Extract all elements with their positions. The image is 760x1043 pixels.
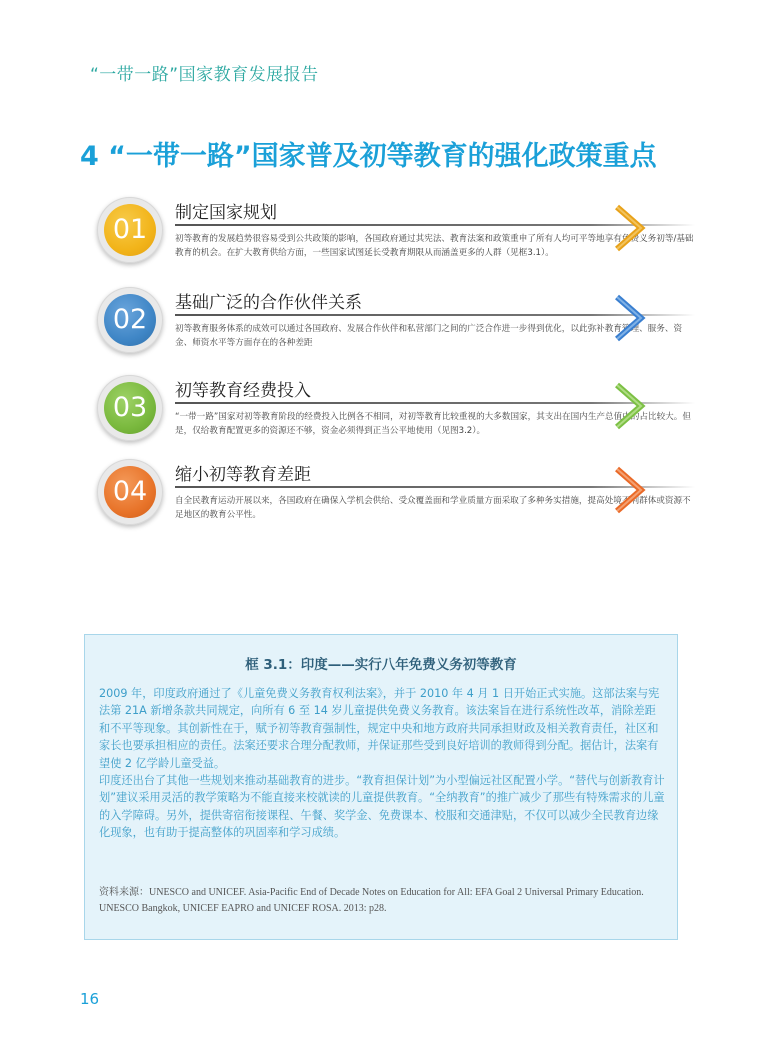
chevron-right-icon: [609, 293, 649, 343]
chevron-right-icon: [609, 203, 649, 253]
case-study-box: [84, 634, 678, 940]
number-badge: [97, 459, 163, 525]
number-circle: 01: [104, 204, 156, 256]
policy-item-description: 自全民教育运动开展以来，各国政府在确保入学机会供给、受众覆盖面和学业质量方面采取了多种务实措施，提高处境不利群体或资源不足地区的教育公平性。: [175, 496, 691, 520]
policy-item-title: 制定国家规划: [175, 203, 277, 223]
policy-item-title: 初等教育经费投入: [175, 381, 311, 401]
page-number: 16: [80, 990, 100, 1008]
policy-item-title: 缩小初等教育差距: [175, 465, 311, 485]
chevron-right-icon: [609, 381, 649, 431]
number-badge: [97, 197, 163, 263]
policy-item-1: [97, 197, 694, 277]
number-circle: 03: [104, 382, 156, 434]
policy-item-4: [97, 459, 691, 539]
policy-item-title: 基础广泛的合作伙伴关系: [175, 293, 362, 313]
number-circle: 02: [104, 294, 156, 346]
number-circle: 04: [104, 466, 156, 518]
policy-item-2: [97, 287, 683, 367]
policy-item-3: [97, 375, 691, 455]
section-title: 4 “一带一路”国家普及初等教育的强化政策重点: [80, 141, 657, 172]
report-header-title: “一带一路”国家教育发展报告: [90, 65, 319, 85]
policy-item-description: 初等教育的发展趋势很容易受到公共政策的影响，各国政府通过其宪法、教育法案和政策重申了所有人均可平等地享有免费义务初等/基础教育的机会。在扩大教育供给方面，一些国家试图延长受教育期限从而涵盖更多的人群（见框3.1）。: [175, 234, 694, 258]
box-source-citation: 资料来源：UNESCO and UNICEF. Asia-Pacific End of Decade Notes on Education for All: EFA Goal 2 Universal Primary Education. UNESCO Bangkok, UNICEF EAPRO and UNICEF ROSA. 2013: p28.: [99, 887, 644, 914]
policy-item-description: “一带一路”国家对初等教育阶段的经费投入比例各不相同，对初等教育比较重视的大多数国家，其支出在国内生产总值中的占比较大。但是，仅给教育配置更多的资源还不够，资金必须得到正当公平地使用（见图3.2）。: [175, 412, 691, 436]
number-badge: [97, 375, 163, 441]
number-badge: [97, 287, 163, 353]
box-title: 框 3.1：印度——实行八年免费义务初等教育: [245, 657, 517, 673]
box-body: [99, 685, 665, 842]
box-paragraph: 印度还出台了其他一些规划来推动基础教育的进步。“教育担保计划”为小型偏远社区配置小学。“替代与创新教育计划”建议采用灵活的教学策略为不能直接来校就读的儿童提供教育。“全纳教育”的推广减少了那些有特殊需求的儿童的入学障碍。另外，提供寄宿衔接课程、午餐、奖学金、免费课本、校服和交通津贴，不仅可以减少全民教育边缘化现象，也有助于提高整体的巩固率和学习成绩。: [99, 774, 665, 840]
chevron-right-icon: [609, 465, 649, 515]
policy-item-description: 初等教育服务体系的成效可以通过各国政府、发展合作伙伴和私营部门之间的广泛合作进一步得到优化，以此弥补教育管理、服务、资金、师资水平等方面存在的各种差距: [175, 324, 683, 348]
box-paragraph: 2009 年，印度政府通过了《儿童免费义务教育权利法案》，并于 2010 年 4 月 1 日开始正式实施。这部法案与宪法第 21A 新增条款共同规定，向所有 6 至 14 岁儿童提供免费义务教育。该法案旨在进行系统性改革，消除差距和不平等现象。其创新性在于，赋予初等教育强制性，规定中央和地方政府共同承担财政及相关教育责任，社区和家长也要承担相应的责任。法案还要求合理分配教师，并保证那些受到良好培训的教师得到分配。据估计，法案有望使 2 亿学龄儿童受益。: [99, 687, 660, 770]
